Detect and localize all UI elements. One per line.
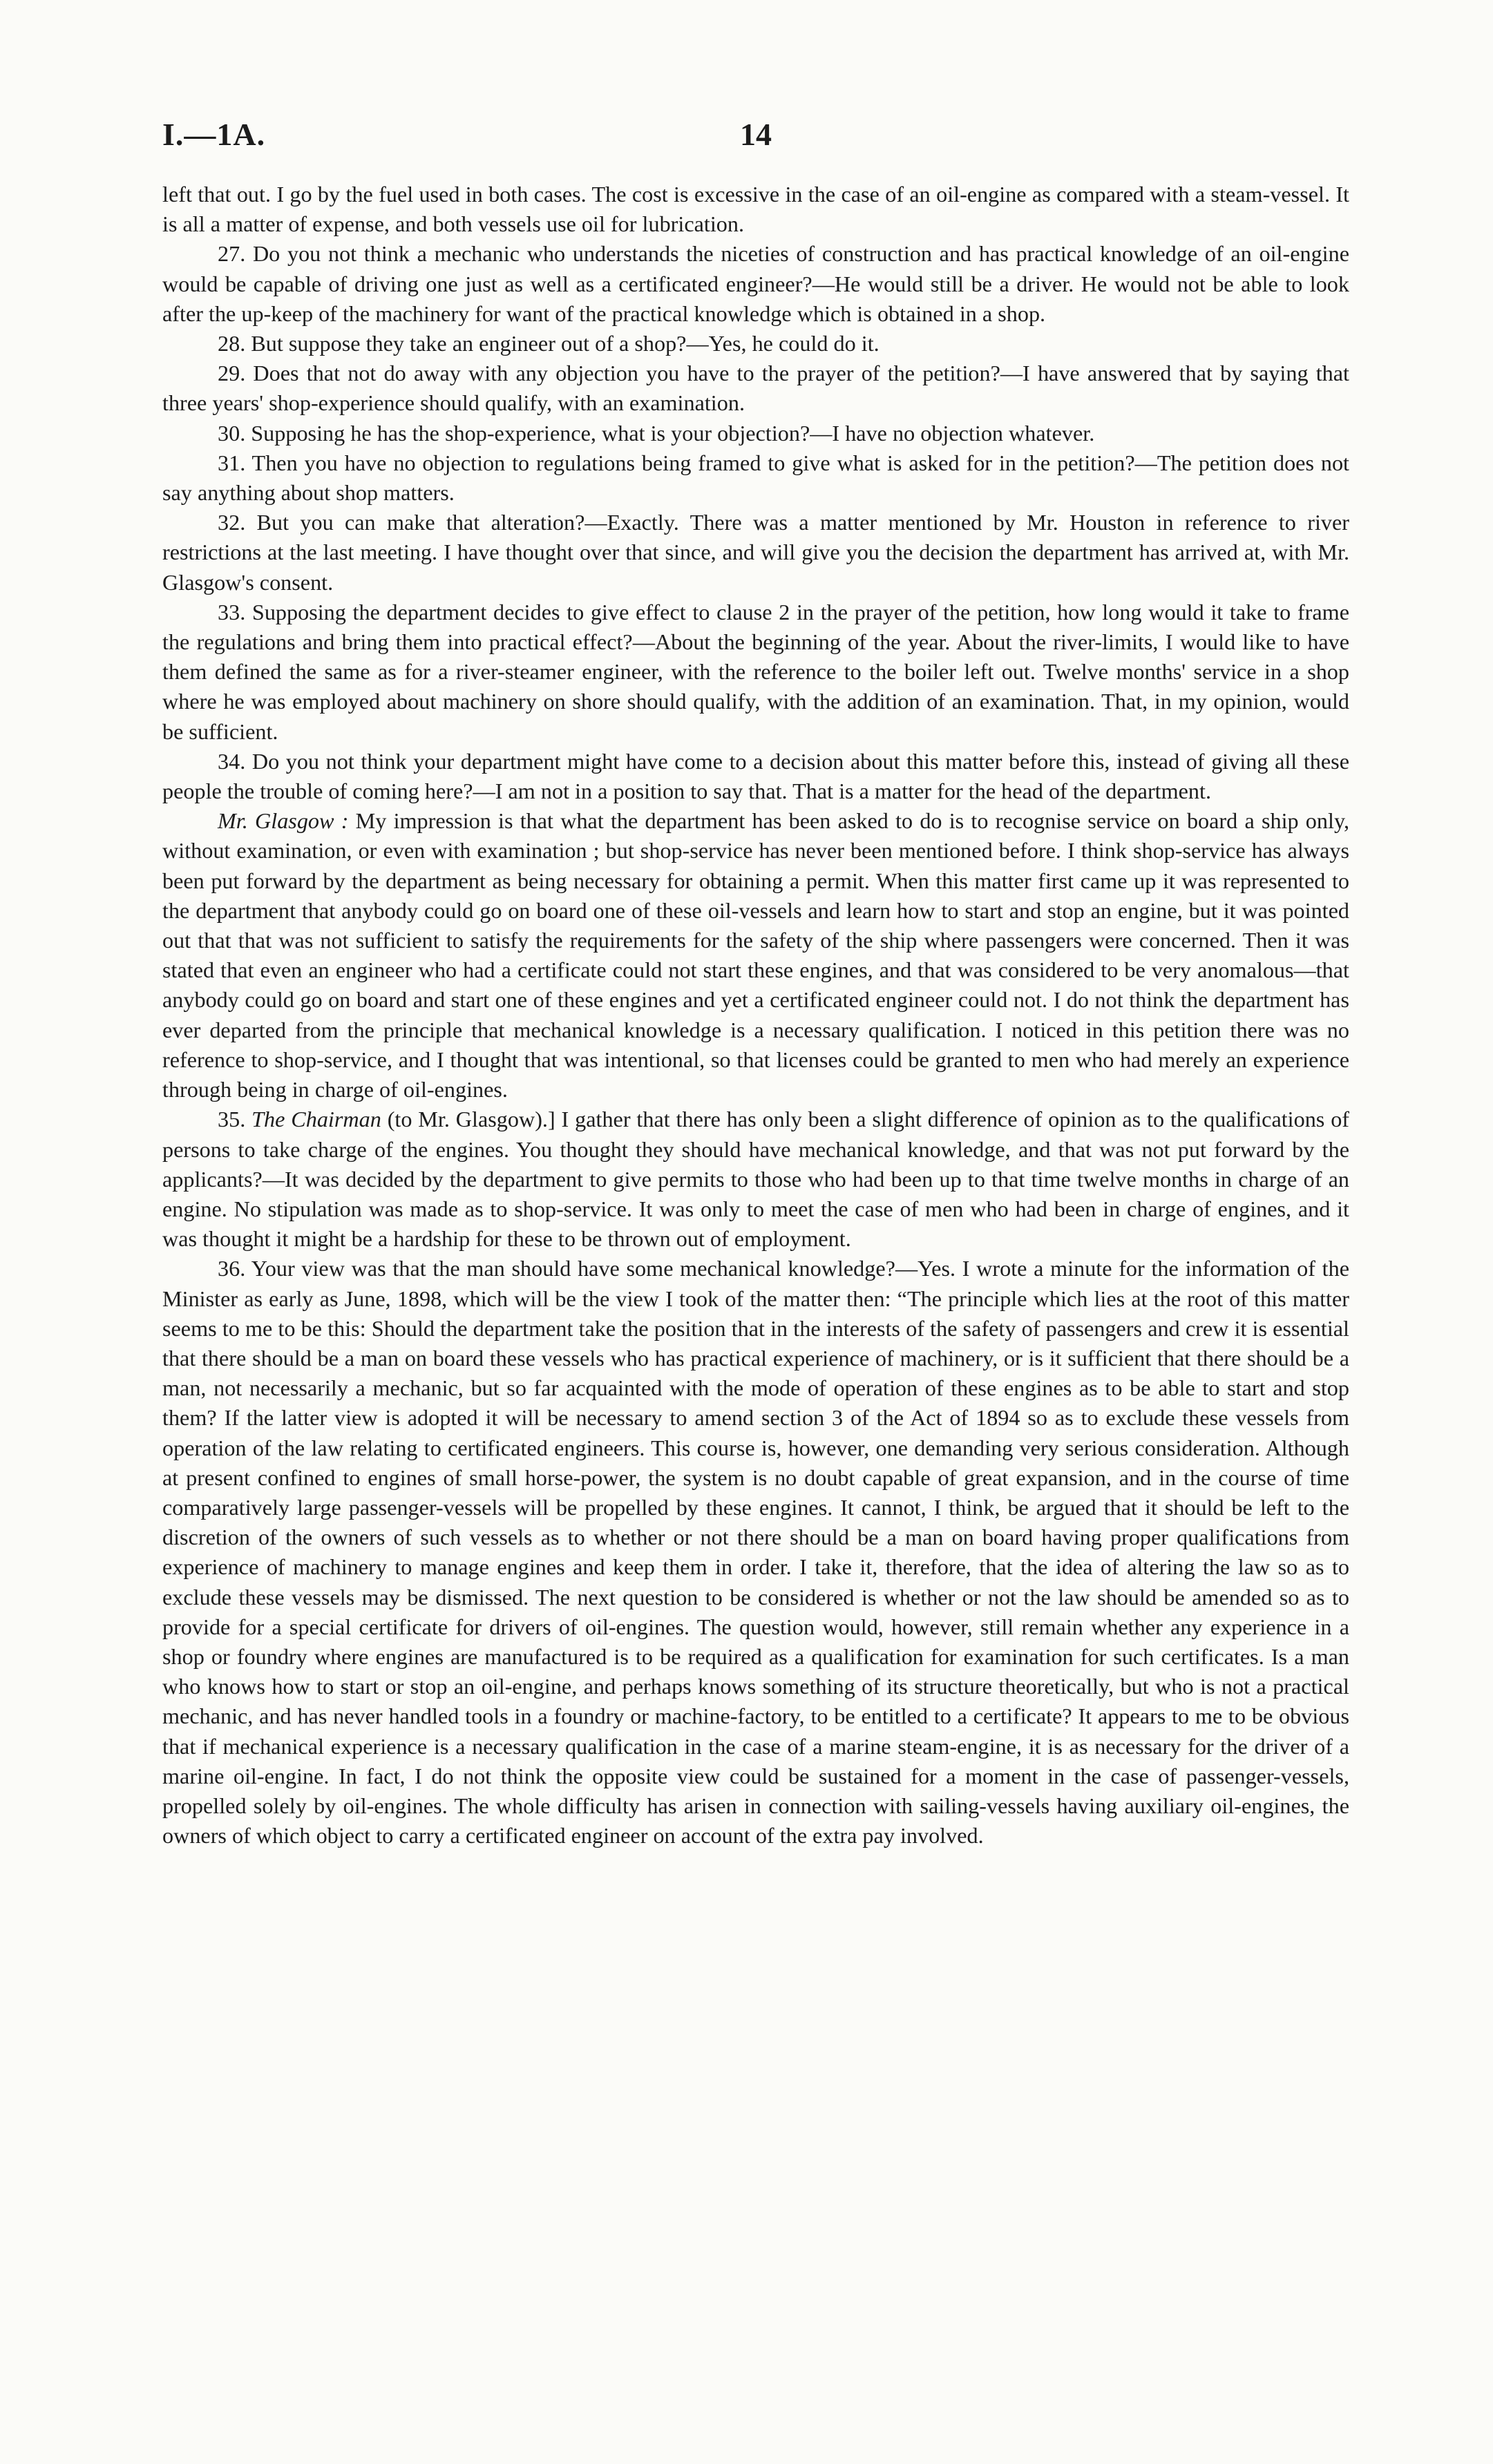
paragraph-text: 28. But suppose they take an engineer out of a shop?—Yes, he could do it. (218, 331, 879, 356)
paragraph-question-28 (162, 329, 1349, 359)
paragraph-question-36 (162, 1254, 1349, 1851)
paragraph-text: (to Mr. Glasgow).] I gather that there has only been a slight difference of opinion as to the qualifications of persons to take charge of the engines. You thought they should have mechanical knowledge, and that was not put forward by the applicants?—It was decided by the department to give permits to those who had been up to that time twelve months in charge of an engine. No stipulation was made as to shop-service. It was only to meet the case of men who had been in charge of engines, and it was thought it might be a hardship for these to be thrown out of employment. (162, 1107, 1350, 1252)
paragraph-text: 31. Then you have no objection to regulations being framed to give what is asked for in the petition?—The petition does not say anything about shop matters. (162, 450, 1349, 506)
paragraph-text: left that out. I go by the fuel used in both cases. The cost is excessive in the case of an oil-engine as compared with a steam-vessel. It is all a matter of expense, and both vessels use oil for lubrication. (162, 182, 1349, 237)
paragraph-question-35 (162, 1105, 1349, 1254)
paragraph-question-27 (162, 239, 1349, 329)
document-reference: I.—1A. (162, 117, 266, 152)
paragraph-question-30 (162, 419, 1349, 448)
paragraph-mr-glasgow-statement (162, 806, 1349, 1105)
paragraph-text: 32. But you can make that alteration?—Exactly. There was a matter mentioned by Mr. Houston in reference to river restrictions at the last meeting. I have thought over that since, and will give you the decision the department has arrived at, with Mr. Glasgow's consent. (162, 510, 1349, 595)
paragraph-question-34 (162, 747, 1349, 806)
paragraph-text: 33. Supposing the department decides to give effect to clause 2 in the prayer of the petition, how long would it take to frame the regulations and bring them into practical effect?—About the beginning of the year. About the river-limits, I would like to have them defined the same as for a river-steamer engineer, with the reference to the boiler left out. Twelve months' service in a shop where he was employed about machinery on shore should qualify, with the addition of an examination. That, in my opinion, would be sufficient. (162, 599, 1349, 744)
speaker-name: Mr. Glasgow : (218, 808, 349, 834)
paragraph-question-33 (162, 598, 1349, 747)
body-text (162, 180, 1349, 1851)
page-header (162, 116, 1349, 157)
paragraph-text: My impression is that what the department has been asked to do is to recognise service on board a ship only, without examination, or even with examination ; but shop-service has never been mentioned before. I think shop-service has always been put forward by the department as being necessary for obtaining a permit. When this matter first came up it was represented to the department that anybody could go on board one of these oil-vessels and learn how to start and stop an engine, but it was pointed out that that was not sufficient to satisfy the requirements for the safety of the ship where passengers were concerned. Then it was stated that even an engineer who had a certificate could not start these engines, and that was considered to be very anomalous—that anybody could go on board and start one of these engines and yet a certificated engineer could not. I do not think the department has ever departed from the principle that mechanical knowledge is a necessary qualification. I noticed in this petition there was no reference to shop-service, and I thought that was intentional, so that licenses could be granted to men who had merely an experience through being in charge of oil-engines. (162, 808, 1349, 1102)
paragraph-continuation (162, 180, 1349, 239)
paragraph-text: 27. Do you not think a mechanic who understands the niceties of construction and has practical knowledge of an oil-engine would be capable of driving one just as well as a certificated engineer?—He would still be a driver. He would not be able to look after the up-keep of the machinery for want of the practical knowledge which is obtained in a shop. (162, 241, 1349, 326)
paragraph-text: 30. Supposing he has the shop-experience, what is your objection?—I have no objection whatever. (218, 420, 1095, 446)
question-number: 35. (218, 1107, 246, 1132)
paragraph-text: 36. Your view was that the man should have some mechanical knowledge?—Yes. I wrote a minute for the information of the Minister as early as June, 1898, which will be the view I took of the matter then: “The principle which lies at the root of this matter seems to me to be this: Should the department take the position that in the interests of the safety of passengers and crew it is essential that there should be a man on board these vessels who has practical experience of machinery, or is it sufficient that there should be a man, not necessarily a mechanic, but so far acquainted with the mode of operation of these engines as to be able to start and stop them? If the latter view is adopted it will be necessary to amend section 3 of the Act of 1894 so as to exclude these vessels from operation of the law relating to certificated engineers. This course is, however, one demanding very serious consideration. Although at present confined to engines of small horse-power, the system is no doubt capable of great expansion, and in the course of time comparatively large passenger-vessels will be propelled by these engines. It cannot, I think, be argued that it should be left to the discretion of the owners of such vessels as to whether or not there should be a man on board having proper qualifications from experience of machinery to manage engines and keep them in order. I take it, therefore, that the idea of altering the law so as to exclude these vessels may be dismissed. The next question to be considered is whether or not the law should be amended so as to provide for a special certificate for drivers of oil-engines. The question would, however, still remain whether any experience in a shop or foundry where engines are manufactured is to be required as a qualification for examination for such certificates. Is a man who knows how to start or stop an oil-engine, and perhaps knows something of its structure theoretically, but who is not a practical mechanic, and has never handled tools in a foundry or machine-factory, to be entitled to a certificate? It appears to me to be obvious that if mechanical experience is a necessary qualification in the case of a marine steam-engine, it is as necessary for the driver of a marine oil-engine. In fact, I do not think the opposite view could be sustained for a moment in the case of passenger-vessels, propelled solely by oil-engines. The whole difficulty has arisen in connection with sailing-vessels having auxiliary oil-engines, the owners of which object to carry a certificated engineer on account of the extra pay involved. (162, 1256, 1349, 1849)
speaker-name: The Chairman (251, 1107, 381, 1132)
paragraph-question-32 (162, 508, 1349, 598)
paragraph-text: 34. Do you not think your department might have come to a decision about this matter before this, instead of giving all these people the trouble of coming here?—I am not in a position to say that. That is a matter for the head of the department. (162, 748, 1349, 804)
paragraph-question-31 (162, 448, 1349, 508)
paragraph-question-29 (162, 359, 1349, 418)
page-number: 14 (740, 117, 772, 152)
paragraph-text: 29. Does that not do away with any objection you have to the prayer of the petition?—I have answered that by saying that three years' shop-experience should qualify, with an examination. (162, 361, 1349, 416)
